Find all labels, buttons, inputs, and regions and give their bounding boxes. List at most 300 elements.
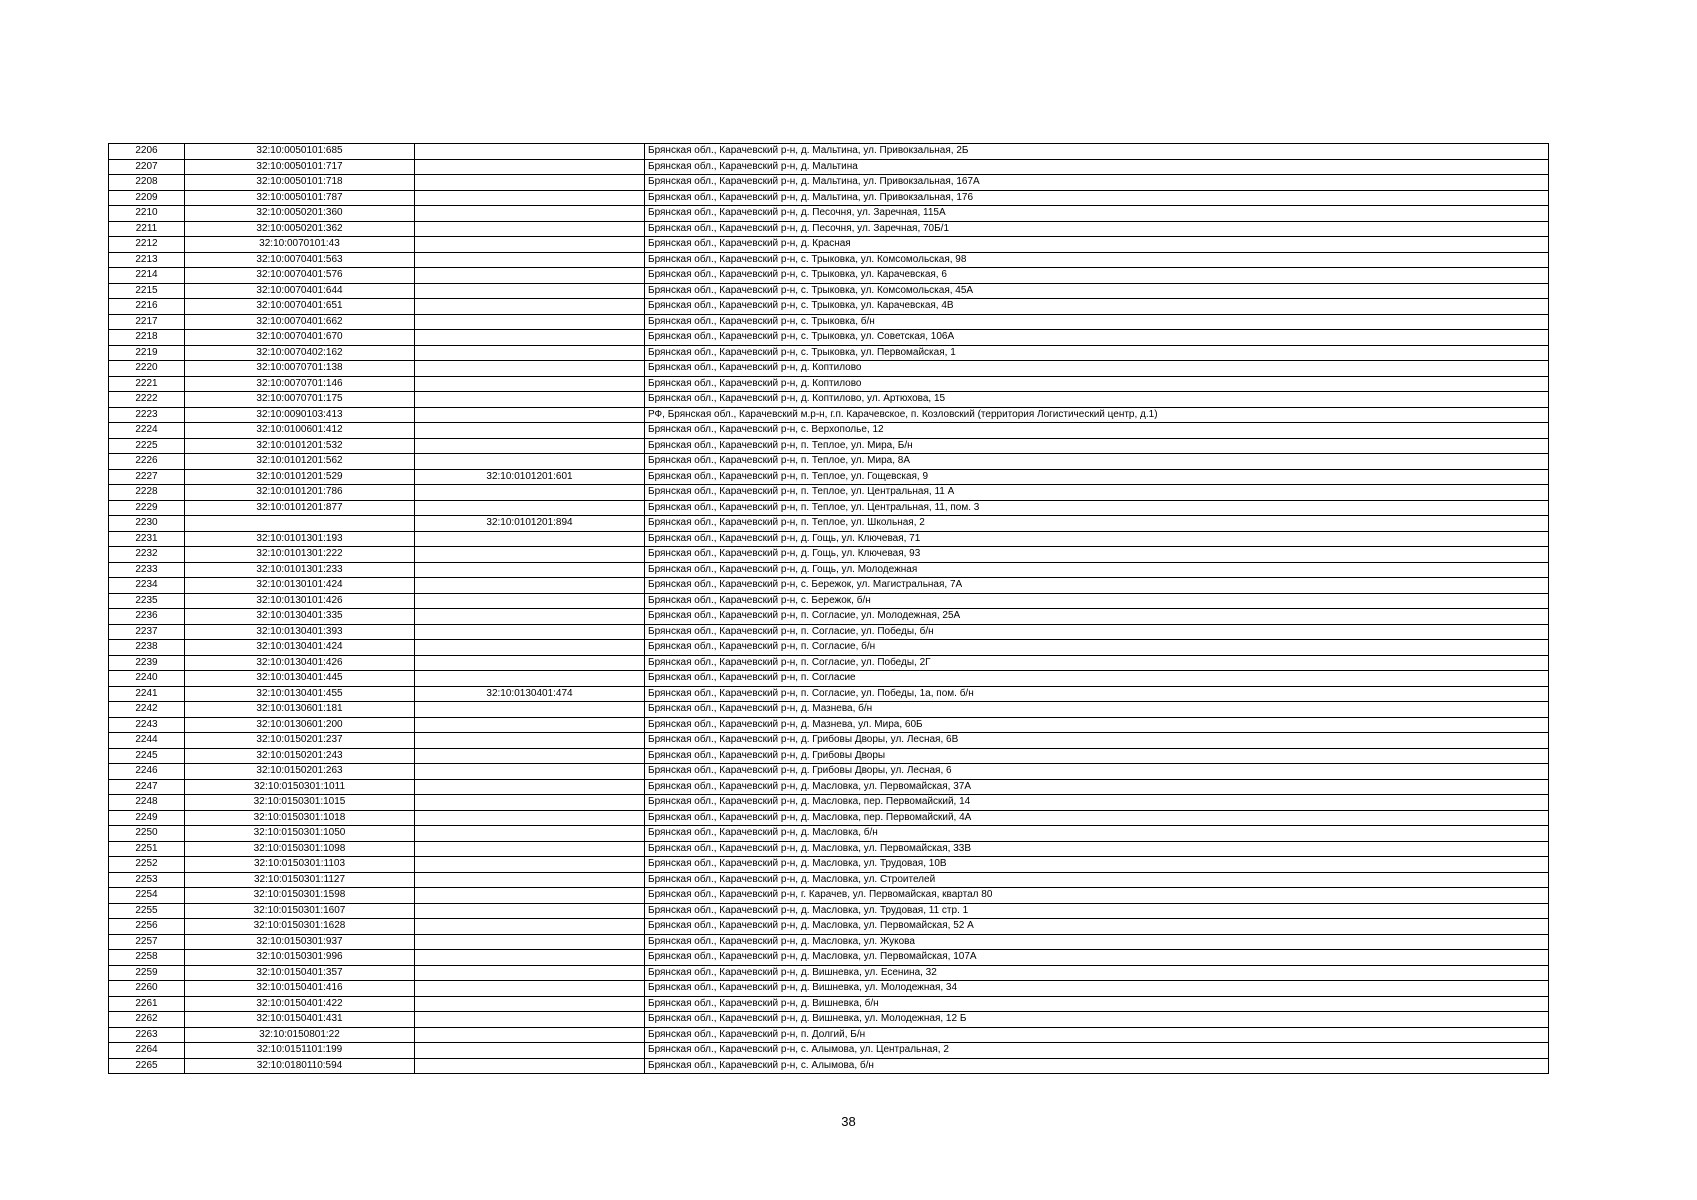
- related-cadastral-number-cell: [415, 717, 645, 733]
- address-cell: Брянская обл., Карачевский р-н, п. Согласие, ул. Молодежная, 25А: [645, 609, 1549, 625]
- cadastral-number-cell: 32:10:0150301:1050: [185, 826, 415, 842]
- table-row: [109, 1027, 1549, 1043]
- address-cell: Брянская обл., Карачевский р-н, д. Грибовы Дворы, ул. Лесная, 6В: [645, 733, 1549, 749]
- table-row: [109, 934, 1549, 950]
- related-cadastral-number-cell: [415, 748, 645, 764]
- row-number-cell: 2259: [109, 965, 185, 981]
- row-number-cell: 2216: [109, 299, 185, 315]
- address-cell: Брянская обл., Карачевский р-н, п. Согласие, ул. Победы, 1а, пом. б/н: [645, 686, 1549, 702]
- cadastral-number-cell: 32:10:0150301:1015: [185, 795, 415, 811]
- cadastral-number-cell: 32:10:0130401:335: [185, 609, 415, 625]
- row-number-cell: 2263: [109, 1027, 185, 1043]
- address-cell: Брянская обл., Карачевский р-н, п. Теплое, ул. Центральная, 11 А: [645, 485, 1549, 501]
- address-cell: Брянская обл., Карачевский р-н, с. Алымова, ул. Центральная, 2: [645, 1043, 1549, 1059]
- cadastral-number-cell: 32:10:0050101:718: [185, 175, 415, 191]
- row-number-cell: 2236: [109, 609, 185, 625]
- table-row: [109, 748, 1549, 764]
- cadastral-number-cell: 32:10:0070101:43: [185, 237, 415, 253]
- related-cadastral-number-cell: [415, 283, 645, 299]
- cadastral-number-cell: 32:10:0150301:1127: [185, 872, 415, 888]
- table-row: [109, 1043, 1549, 1059]
- table-row: [109, 764, 1549, 780]
- cadastral-number-cell: 32:10:0050201:362: [185, 221, 415, 237]
- row-number-cell: 2223: [109, 407, 185, 423]
- cadastral-number-cell: 32:10:0050101:717: [185, 159, 415, 175]
- row-number-cell: 2209: [109, 190, 185, 206]
- address-cell: Брянская обл., Карачевский р-н, п. Долгий, Б/н: [645, 1027, 1549, 1043]
- address-cell: Брянская обл., Карачевский р-н, д. Вишневка, ул. Молодежная, 34: [645, 981, 1549, 997]
- row-number-cell: 2224: [109, 423, 185, 439]
- address-cell: Брянская обл., Карачевский р-н, с. Трыковка, ул. Комсомольская, 98: [645, 252, 1549, 268]
- table-row: [109, 144, 1549, 160]
- related-cadastral-number-cell: [415, 950, 645, 966]
- related-cadastral-number-cell: [415, 562, 645, 578]
- cadastral-number-cell: 32:10:0070701:138: [185, 361, 415, 377]
- related-cadastral-number-cell: [415, 438, 645, 454]
- row-number-cell: 2218: [109, 330, 185, 346]
- related-cadastral-number-cell: [415, 578, 645, 594]
- related-cadastral-number-cell: [415, 1043, 645, 1059]
- address-cell: Брянская обл., Карачевский р-н, д. Коптилово: [645, 361, 1549, 377]
- address-cell: Брянская обл., Карачевский р-н, с. Трыковка, ул. Первомайская, 1: [645, 345, 1549, 361]
- table-row: [109, 686, 1549, 702]
- address-cell: Брянская обл., Карачевский р-н, п. Согласие, ул. Победы, б/н: [645, 624, 1549, 640]
- table-row: [109, 361, 1549, 377]
- row-number-cell: 2229: [109, 500, 185, 516]
- row-number-cell: 2210: [109, 206, 185, 222]
- table-row: [109, 485, 1549, 501]
- table-row: [109, 314, 1549, 330]
- address-cell: Брянская обл., Карачевский р-н, д. Вишневка, ул. Есенина, 32: [645, 965, 1549, 981]
- table-row: [109, 655, 1549, 671]
- table-row: [109, 733, 1549, 749]
- related-cadastral-number-cell: [415, 1027, 645, 1043]
- address-cell: Брянская обл., Карачевский р-н, д. Гощь, ул. Ключевая, 93: [645, 547, 1549, 563]
- row-number-cell: 2239: [109, 655, 185, 671]
- row-number-cell: 2206: [109, 144, 185, 160]
- related-cadastral-number-cell: [415, 407, 645, 423]
- row-number-cell: 2221: [109, 376, 185, 392]
- table-row: [109, 609, 1549, 625]
- address-cell: Брянская обл., Карачевский р-н, д. Грибовы Дворы: [645, 748, 1549, 764]
- row-number-cell: 2208: [109, 175, 185, 191]
- table-row: [109, 903, 1549, 919]
- related-cadastral-number-cell: [415, 299, 645, 315]
- table-row: [109, 252, 1549, 268]
- related-cadastral-number-cell: [415, 547, 645, 563]
- cadastral-number-cell: 32:10:0070401:644: [185, 283, 415, 299]
- table-row: [109, 578, 1549, 594]
- cadastral-number-cell: 32:10:0180110:594: [185, 1058, 415, 1074]
- table-row: [109, 841, 1549, 857]
- table-body: [109, 144, 1549, 1074]
- related-cadastral-number-cell: [415, 624, 645, 640]
- related-cadastral-number-cell: [415, 655, 645, 671]
- cadastral-number-cell: 32:10:0070401:662: [185, 314, 415, 330]
- address-cell: Брянская обл., Карачевский р-н, д. Мальтина: [645, 159, 1549, 175]
- row-number-cell: 2219: [109, 345, 185, 361]
- address-cell: РФ, Брянская обл., Карачевский м.р-н, г.п. Карачевское, п. Козловский (территория Логистический центр, д.1): [645, 407, 1549, 423]
- cadastral-number-cell: 32:10:0101201:562: [185, 454, 415, 470]
- table-row: [109, 237, 1549, 253]
- cadastral-number-cell: 32:10:0150301:1607: [185, 903, 415, 919]
- related-cadastral-number-cell: [415, 361, 645, 377]
- row-number-cell: 2257: [109, 934, 185, 950]
- table-row: [109, 469, 1549, 485]
- address-cell: Брянская обл., Карачевский р-н, д. Масловка, ул. Первомайская, 52 А: [645, 919, 1549, 935]
- table-row: [109, 500, 1549, 516]
- cadastral-number-cell: 32:10:0130601:200: [185, 717, 415, 733]
- row-number-cell: 2237: [109, 624, 185, 640]
- row-number-cell: 2262: [109, 1012, 185, 1028]
- address-cell: Брянская обл., Карачевский р-н, д. Мазнева, б/н: [645, 702, 1549, 718]
- address-cell: Брянская обл., Карачевский р-н, д. Масловка, ул. Трудовая, 10В: [645, 857, 1549, 873]
- related-cadastral-number-cell: [415, 919, 645, 935]
- cadastral-number-cell: 32:10:0050101:685: [185, 144, 415, 160]
- related-cadastral-number-cell: [415, 733, 645, 749]
- cadastral-number-cell: 32:10:0101301:233: [185, 562, 415, 578]
- cadastral-number-cell: 32:10:0130401:455: [185, 686, 415, 702]
- address-cell: Брянская обл., Карачевский р-н, д. Песочня, ул. Заречная, 115А: [645, 206, 1549, 222]
- row-number-cell: 2211: [109, 221, 185, 237]
- related-cadastral-number-cell: [415, 779, 645, 795]
- row-number-cell: 2222: [109, 392, 185, 408]
- address-cell: Брянская обл., Карачевский р-н, д. Масловка, ул. Первомайская, 37А: [645, 779, 1549, 795]
- cadastral-number-cell: 32:10:0150301:1103: [185, 857, 415, 873]
- row-number-cell: 2242: [109, 702, 185, 718]
- table-row: [109, 795, 1549, 811]
- row-number-cell: 2244: [109, 733, 185, 749]
- related-cadastral-number-cell: [415, 206, 645, 222]
- table-row: [109, 717, 1549, 733]
- cadastral-number-cell: 32:10:0150201:243: [185, 748, 415, 764]
- table-row: [109, 965, 1549, 981]
- row-number-cell: 2255: [109, 903, 185, 919]
- related-cadastral-number-cell: [415, 609, 645, 625]
- row-number-cell: 2248: [109, 795, 185, 811]
- row-number-cell: 2213: [109, 252, 185, 268]
- table-row: [109, 438, 1549, 454]
- cadastral-number-cell: 32:10:0151101:199: [185, 1043, 415, 1059]
- address-cell: Брянская обл., Карачевский р-н, с. Бережок, б/н: [645, 593, 1549, 609]
- row-number-cell: 2247: [109, 779, 185, 795]
- row-number-cell: 2212: [109, 237, 185, 253]
- row-number-cell: 2251: [109, 841, 185, 857]
- related-cadastral-number-cell: [415, 593, 645, 609]
- table-row: [109, 190, 1549, 206]
- address-cell: Брянская обл., Карачевский р-н, п. Теплое, ул. Центральная, 11, пом. 3: [645, 500, 1549, 516]
- address-cell: Брянская обл., Карачевский р-н, п. Согласие: [645, 671, 1549, 687]
- address-cell: Брянская обл., Карачевский р-н, с. Трыковка, ул. Советская, 106А: [645, 330, 1549, 346]
- table-row: [109, 919, 1549, 935]
- cadastral-number-cell: 32:10:0150301:1018: [185, 810, 415, 826]
- row-number-cell: 2250: [109, 826, 185, 842]
- row-number-cell: 2217: [109, 314, 185, 330]
- table-row: [109, 1058, 1549, 1074]
- cadastral-number-cell: 32:10:0150401:416: [185, 981, 415, 997]
- address-cell: Брянская обл., Карачевский р-н, д. Масловка, пер. Первомайский, 14: [645, 795, 1549, 811]
- related-cadastral-number-cell: [415, 810, 645, 826]
- related-cadastral-number-cell: [415, 330, 645, 346]
- related-cadastral-number-cell: [415, 795, 645, 811]
- address-cell: Брянская обл., Карачевский р-н, д. Песочня, ул. Заречная, 70Б/1: [645, 221, 1549, 237]
- table-row: [109, 810, 1549, 826]
- related-cadastral-number-cell: [415, 764, 645, 780]
- cadastral-number-cell: 32:10:0150201:263: [185, 764, 415, 780]
- related-cadastral-number-cell: [415, 965, 645, 981]
- row-number-cell: 2256: [109, 919, 185, 935]
- table-row: [109, 888, 1549, 904]
- table-row: [109, 206, 1549, 222]
- cadastral-number-cell: 32:10:0070701:146: [185, 376, 415, 392]
- table-row: [109, 423, 1549, 439]
- related-cadastral-number-cell: [415, 159, 645, 175]
- row-number-cell: 2258: [109, 950, 185, 966]
- row-number-cell: 2238: [109, 640, 185, 656]
- address-cell: Брянская обл., Карачевский р-н, д. Масловка, б/н: [645, 826, 1549, 842]
- table-row: [109, 175, 1549, 191]
- address-cell: Брянская обл., Карачевский р-н, г. Карачев, ул. Первомайская, квартал 80: [645, 888, 1549, 904]
- row-number-cell: 2253: [109, 872, 185, 888]
- related-cadastral-number-cell: [415, 671, 645, 687]
- table-row: [109, 221, 1549, 237]
- address-cell: Брянская обл., Карачевский р-н, д. Масловка, ул. Первомайская, 33В: [645, 841, 1549, 857]
- address-cell: Брянская обл., Карачевский р-н, п. Согласие, б/н: [645, 640, 1549, 656]
- address-cell: Брянская обл., Карачевский р-н, д. Мальтина, ул. Привокзальная, 167А: [645, 175, 1549, 191]
- table-row: [109, 531, 1549, 547]
- table-row: [109, 562, 1549, 578]
- table-row: [109, 159, 1549, 175]
- registry-table: [108, 143, 1549, 1074]
- table-row: [109, 1012, 1549, 1028]
- table-row: [109, 826, 1549, 842]
- table-row: [109, 671, 1549, 687]
- related-cadastral-number-cell: [415, 392, 645, 408]
- cadastral-number-cell: 32:10:0150301:1098: [185, 841, 415, 857]
- cadastral-number-cell: 32:10:0130401:424: [185, 640, 415, 656]
- cadastral-number-cell: 32:10:0150301:937: [185, 934, 415, 950]
- row-number-cell: 2241: [109, 686, 185, 702]
- related-cadastral-number-cell: [415, 500, 645, 516]
- cadastral-number-cell: 32:10:0150201:237: [185, 733, 415, 749]
- cadastral-number-cell: 32:10:0150301:996: [185, 950, 415, 966]
- address-cell: Брянская обл., Карачевский р-н, п. Теплое, ул. Мира, Б/н: [645, 438, 1549, 454]
- row-number-cell: 2227: [109, 469, 185, 485]
- related-cadastral-number-cell: [415, 996, 645, 1012]
- related-cadastral-number-cell: [415, 423, 645, 439]
- address-cell: Брянская обл., Карачевский р-н, д. Масловка, ул. Жукова: [645, 934, 1549, 950]
- table-row: [109, 624, 1549, 640]
- address-cell: Брянская обл., Карачевский р-н, д. Гощь, ул. Ключевая, 71: [645, 531, 1549, 547]
- row-number-cell: 2214: [109, 268, 185, 284]
- cadastral-number-cell: 32:10:0150301:1628: [185, 919, 415, 935]
- related-cadastral-number-cell: [415, 268, 645, 284]
- table-row: [109, 547, 1549, 563]
- table-row: [109, 345, 1549, 361]
- table-row: [109, 950, 1549, 966]
- related-cadastral-number-cell: [415, 702, 645, 718]
- address-cell: Брянская обл., Карачевский р-н, п. Теплое, ул. Школьная, 2: [645, 516, 1549, 532]
- related-cadastral-number-cell: [415, 485, 645, 501]
- address-cell: Брянская обл., Карачевский р-н, с. Трыковка, ул. Карачевская, 6: [645, 268, 1549, 284]
- cadastral-number-cell: 32:10:0130601:181: [185, 702, 415, 718]
- table-row: [109, 392, 1549, 408]
- address-cell: Брянская обл., Карачевский р-н, д. Масловка, ул. Строителей: [645, 872, 1549, 888]
- address-cell: Брянская обл., Карачевский р-н, д. Мазнева, ул. Мира, 60Б: [645, 717, 1549, 733]
- address-cell: Брянская обл., Карачевский р-н, с. Трыковка, ул. Комсомольская, 45А: [645, 283, 1549, 299]
- cadastral-number-cell: 32:10:0150301:1598: [185, 888, 415, 904]
- address-cell: Брянская обл., Карачевский р-н, д. Грибовы Дворы, ул. Лесная, 6: [645, 764, 1549, 780]
- row-number-cell: 2249: [109, 810, 185, 826]
- cadastral-number-cell: 32:10:0090103:413: [185, 407, 415, 423]
- table-row: [109, 872, 1549, 888]
- address-cell: Брянская обл., Карачевский р-н, д. Гощь, ул. Молодежная: [645, 562, 1549, 578]
- address-cell: Брянская обл., Карачевский р-н, д. Коптилово: [645, 376, 1549, 392]
- related-cadastral-number-cell: [415, 640, 645, 656]
- related-cadastral-number-cell: [415, 531, 645, 547]
- table-row: [109, 857, 1549, 873]
- cadastral-number-cell: 32:10:0150401:422: [185, 996, 415, 1012]
- related-cadastral-number-cell: [415, 376, 645, 392]
- address-cell: Брянская обл., Карачевский р-н, д. Красная: [645, 237, 1549, 253]
- related-cadastral-number-cell: [415, 454, 645, 470]
- address-cell: Брянская обл., Карачевский р-н, п. Теплое, ул. Мира, 8А: [645, 454, 1549, 470]
- related-cadastral-number-cell: [415, 1012, 645, 1028]
- table-row: [109, 702, 1549, 718]
- related-cadastral-number-cell: [415, 981, 645, 997]
- cadastral-number-cell: 32:10:0150801:22: [185, 1027, 415, 1043]
- related-cadastral-number-cell: [415, 934, 645, 950]
- address-cell: Брянская обл., Карачевский р-н, с. Алымова, б/н: [645, 1058, 1549, 1074]
- cadastral-number-cell: 32:10:0101201:529: [185, 469, 415, 485]
- row-number-cell: 2240: [109, 671, 185, 687]
- table-row: [109, 407, 1549, 423]
- cadastral-number-cell: 32:10:0070401:670: [185, 330, 415, 346]
- address-cell: Брянская обл., Карачевский р-н, д. Масловка, ул. Первомайская, 107А: [645, 950, 1549, 966]
- cadastral-number-cell: 32:10:0101201:532: [185, 438, 415, 454]
- cadastral-number-cell: 32:10:0050101:787: [185, 190, 415, 206]
- row-number-cell: 2260: [109, 981, 185, 997]
- row-number-cell: 2265: [109, 1058, 185, 1074]
- row-number-cell: 2233: [109, 562, 185, 578]
- address-cell: Брянская обл., Карачевский р-н, п. Теплое, ул. Гощевская, 9: [645, 469, 1549, 485]
- cadastral-number-cell: 32:10:0101201:877: [185, 500, 415, 516]
- row-number-cell: 2252: [109, 857, 185, 873]
- related-cadastral-number-cell: [415, 252, 645, 268]
- table-row: [109, 516, 1549, 532]
- table-row: [109, 299, 1549, 315]
- related-cadastral-number-cell: [415, 1058, 645, 1074]
- related-cadastral-number-cell: [415, 888, 645, 904]
- table-row: [109, 779, 1549, 795]
- cadastral-number-cell: 32:10:0130101:426: [185, 593, 415, 609]
- address-cell: Брянская обл., Карачевский р-н, д. Мальтина, ул. Привокзальная, 2Б: [645, 144, 1549, 160]
- cadastral-number-cell: 32:10:0130101:424: [185, 578, 415, 594]
- address-cell: Брянская обл., Карачевский р-н, с. Трыковка, ул. Карачевская, 4В: [645, 299, 1549, 315]
- row-number-cell: 2243: [109, 717, 185, 733]
- row-number-cell: 2232: [109, 547, 185, 563]
- row-number-cell: 2235: [109, 593, 185, 609]
- related-cadastral-number-cell: [415, 237, 645, 253]
- table-row: [109, 283, 1549, 299]
- cadastral-number-cell: 32:10:0070401:563: [185, 252, 415, 268]
- cadastral-number-cell: 32:10:0130401:393: [185, 624, 415, 640]
- cadastral-number-cell: 32:10:0050201:360: [185, 206, 415, 222]
- row-number-cell: 2261: [109, 996, 185, 1012]
- related-cadastral-number-cell: 32:10:0101201:894: [415, 516, 645, 532]
- table-row: [109, 268, 1549, 284]
- address-cell: Брянская обл., Карачевский р-н, д. Вишневка, ул. Молодежная, 12 Б: [645, 1012, 1549, 1028]
- table-row: [109, 981, 1549, 997]
- cadastral-number-cell: 32:10:0150301:1011: [185, 779, 415, 795]
- related-cadastral-number-cell: 32:10:0130401:474: [415, 686, 645, 702]
- address-cell: Брянская обл., Карачевский р-н, с. Верхополье, 12: [645, 423, 1549, 439]
- row-number-cell: 2207: [109, 159, 185, 175]
- row-number-cell: 2245: [109, 748, 185, 764]
- cadastral-number-cell: 32:10:0070401:576: [185, 268, 415, 284]
- table-row: [109, 593, 1549, 609]
- table-row: [109, 996, 1549, 1012]
- cadastral-number-cell: 32:10:0150401:357: [185, 965, 415, 981]
- cadastral-number-cell: 32:10:0130401:445: [185, 671, 415, 687]
- address-cell: Брянская обл., Карачевский р-н, д. Коптилово, ул. Артюхова, 15: [645, 392, 1549, 408]
- cadastral-number-cell: 32:10:0101301:193: [185, 531, 415, 547]
- cadastral-number-cell: 32:10:0150401:431: [185, 1012, 415, 1028]
- row-number-cell: 2254: [109, 888, 185, 904]
- row-number-cell: 2231: [109, 531, 185, 547]
- row-number-cell: 2228: [109, 485, 185, 501]
- row-number-cell: 2220: [109, 361, 185, 377]
- cadastral-number-cell: 32:10:0100601:412: [185, 423, 415, 439]
- related-cadastral-number-cell: [415, 345, 645, 361]
- related-cadastral-number-cell: [415, 826, 645, 842]
- related-cadastral-number-cell: [415, 841, 645, 857]
- row-number-cell: 2230: [109, 516, 185, 532]
- related-cadastral-number-cell: [415, 175, 645, 191]
- address-cell: Брянская обл., Карачевский р-н, д. Мальтина, ул. Привокзальная, 176: [645, 190, 1549, 206]
- page-number: 38: [841, 1114, 856, 1129]
- related-cadastral-number-cell: [415, 903, 645, 919]
- related-cadastral-number-cell: [415, 221, 645, 237]
- table-row: [109, 376, 1549, 392]
- cadastral-number-cell: 32:10:0101301:222: [185, 547, 415, 563]
- table-row: [109, 454, 1549, 470]
- related-cadastral-number-cell: [415, 872, 645, 888]
- cadastral-number-cell: 32:10:0070402:162: [185, 345, 415, 361]
- row-number-cell: 2226: [109, 454, 185, 470]
- row-number-cell: 2234: [109, 578, 185, 594]
- cadastral-number-cell: 32:10:0101201:786: [185, 485, 415, 501]
- row-number-cell: 2225: [109, 438, 185, 454]
- row-number-cell: 2264: [109, 1043, 185, 1059]
- address-cell: Брянская обл., Карачевский р-н, п. Согласие, ул. Победы, 2Г: [645, 655, 1549, 671]
- row-number-cell: 2215: [109, 283, 185, 299]
- address-cell: Брянская обл., Карачевский р-н, с. Бережок, ул. Магистральная, 7А: [645, 578, 1549, 594]
- address-cell: Брянская обл., Карачевский р-н, д. Масловка, ул. Трудовая, 11 стр. 1: [645, 903, 1549, 919]
- cadastral-number-cell: [185, 516, 415, 532]
- table-row: [109, 330, 1549, 346]
- cadastral-number-cell: 32:10:0070701:175: [185, 392, 415, 408]
- address-cell: Брянская обл., Карачевский р-н, д. Масловка, пер. Первомайский, 4А: [645, 810, 1549, 826]
- table-row: [109, 640, 1549, 656]
- related-cadastral-number-cell: [415, 144, 645, 160]
- related-cadastral-number-cell: [415, 190, 645, 206]
- cadastral-number-cell: 32:10:0130401:426: [185, 655, 415, 671]
- related-cadastral-number-cell: [415, 314, 645, 330]
- row-number-cell: 2246: [109, 764, 185, 780]
- address-cell: Брянская обл., Карачевский р-н, с. Трыковка, б/н: [645, 314, 1549, 330]
- cadastral-number-cell: 32:10:0070401:651: [185, 299, 415, 315]
